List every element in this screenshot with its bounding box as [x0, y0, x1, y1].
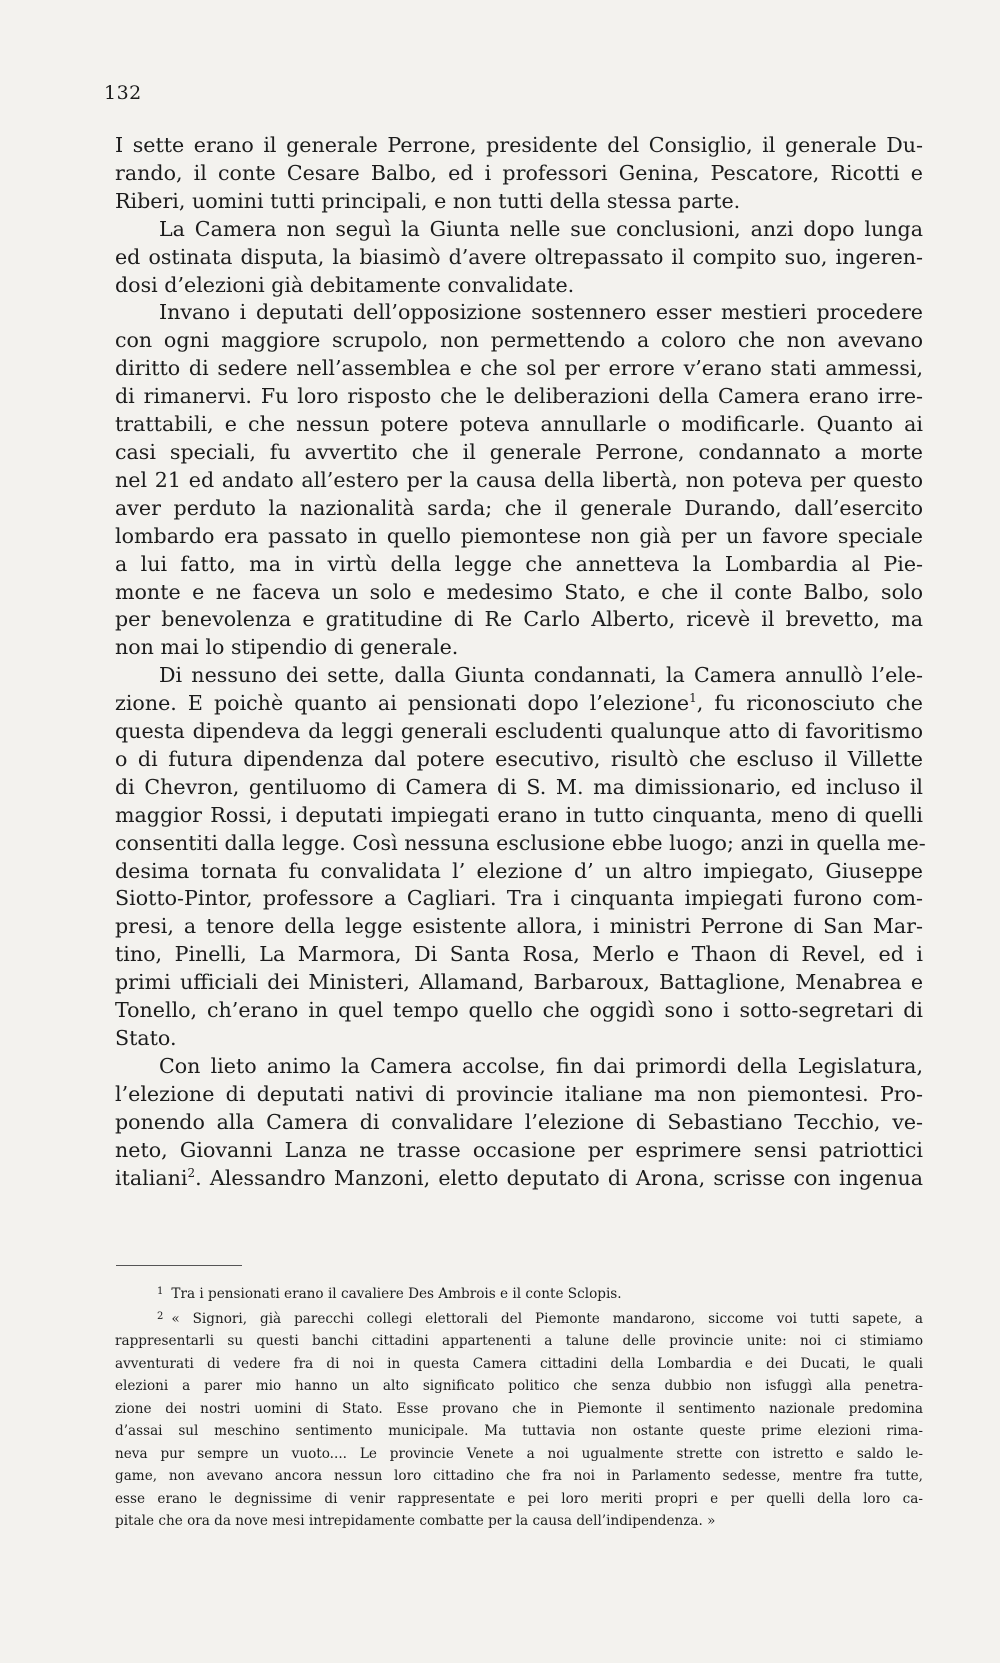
text-line: questa dipendeva da leggi generali escludenti qualunque atto di favoritismo [115, 719, 923, 744]
text-line: a lui fatto, ma in virtù della legge che annetteva la Lombardia al Pie- [115, 551, 923, 576]
page-number: 132 [104, 82, 142, 104]
footnote-line: game, non avevano ancora nessun loro cittadino che fra noi in Parlamento sedesse, mentre fra tutte, [115, 1468, 923, 1484]
text-line: non mai lo stipendio di generale. [115, 635, 459, 660]
text-line: l’elezione di deputati nativi di provincie italiane ma non piemontesi. Pro- [115, 1081, 923, 1106]
paragraph [115, 299, 923, 662]
text-line: primi ufficiali dei Ministeri, Allamand, Barbaroux, Battaglione, Menabrea e [115, 970, 923, 995]
footnote-line: esse erano le degnissime di venir rappresentate e pei loro meriti propri e per quelli della loro ca- [115, 1490, 923, 1507]
text-line: neto, Giovanni Lanza ne trasse occasione per esprimere sensi patriottici [115, 1137, 923, 1162]
text-line: dosi d’elezioni già debitamente convalidate. [115, 272, 575, 297]
text-line: diritto di sedere nell’assemblea e che sol per errore v’erano stati ammessi, [115, 356, 923, 381]
text-line: La Camera non seguì la Giunta nelle sue conclusioni, anzi dopo lunga [159, 216, 923, 241]
text-line: desima tornata fu convalidata l’ elezione d’ un altro impiegato, Giuseppe [115, 858, 923, 883]
text-line: ed ostinata disputa, la biasimò d’avere oltrepassato il compito suo, ingeren- [115, 244, 923, 269]
footnotes [115, 1281, 923, 1533]
paragraph [115, 662, 926, 1053]
footnote-line: rappresentarli su questi banchi cittadini appartenenti a talune delle provincie unite: noi ci stimiamo [115, 1333, 923, 1349]
text-line: Invano i deputati dell’opposizione sostennero esser mestieri procedere [159, 300, 923, 325]
footnote-marker: 2 [157, 1310, 164, 1322]
text-line: tino, Pinelli, La Marmora, Di Santa Rosa, Merlo e Thaon di Revel, ed i [115, 942, 923, 967]
body-text [115, 132, 926, 1192]
footnote-1 [115, 1281, 923, 1306]
text-line: trattabili, e che nessun potere poteva annullarle o modificarle. Quanto ai [115, 412, 923, 437]
paragraph [115, 132, 923, 216]
footnote-2 [115, 1306, 923, 1331]
paragraph [115, 1053, 923, 1193]
footnote-line: avventurati di vedere fra di noi in questa Camera cittadini della Lombardia e dei Ducati, le quali [115, 1355, 923, 1372]
footnote-line: neva pur sempre un vuoto.... Le provincie Venete a noi ugualmente strette con istretto e saldo le- [115, 1445, 923, 1462]
footnote-reference: 2 [187, 1165, 196, 1180]
text-line [115, 1165, 923, 1193]
text-line: ponendo alla Camera di convalidare l’elezione di Sebastiano Tecchio, ve- [115, 1109, 923, 1134]
text-line: Con lieto animo la Camera accolse, fin dai primordi della Legislatura, [159, 1053, 923, 1078]
text-line: maggior Rossi, i deputati impiegati erano in tutto cinquanta, meno di quelli [115, 802, 923, 827]
text-line: Stato. [115, 1026, 177, 1050]
text-line: Siotto-Pintor, professore a Cagliari. Tra i cinquanta impiegati furono com- [115, 886, 923, 911]
text-line: di rimanervi. Fu loro risposto che le deliberazioni della Camera erano irre- [115, 384, 923, 409]
footnote-line: zione dei nostri uomini di Stato. Esse provano che in Piemonte il sentimento nazionale predomina [115, 1400, 923, 1417]
text-line: di Chevron, gentiluomo di Camera di S. M. ma dimissionario, ed incluso il [115, 774, 923, 799]
text-line: Di nessuno dei sette, dalla Giunta condannati, la Camera annullò l’ele- [159, 663, 923, 688]
text-line: lombardo era passato in quello piemontese non già per un favore speciale [115, 523, 923, 548]
text-line: Riberi, uomini tutti principali, e non tutti della stessa parte. [115, 188, 741, 213]
footnote-text: « Signori, già parecchi collegi elettorali del Piemonte mandarono, siccome voi tutti sapete, a [171, 1310, 923, 1327]
footnote-text: Tra i pensionati erano il cavaliere Des Ambrois e il conte Sclopis. [171, 1286, 622, 1302]
text-fragment: , fu riconosciuto che [696, 691, 923, 716]
text-line: con ogni maggiore scrupolo, non permettendo a coloro che non avevano [115, 328, 923, 353]
text-fragment: zione. E poichè quanto ai pensionati dopo l’elezione [115, 691, 690, 716]
footnote-separator [116, 1265, 242, 1266]
text-line: consentiti dalla legge. Così nessuna esclusione ebbe luogo; anzi in quella me- [115, 830, 926, 855]
text-line: monte e ne faceva un solo e medesimo Stato, e che il conte Balbo, solo [115, 579, 923, 604]
text-line [115, 690, 923, 718]
text-line: aver perduto la nazionalità sarda; che il generale Durando, dall’esercito [115, 495, 923, 520]
text-line: Tonello, ch’erano in quel tempo quello che oggidì sono i sotto-segretari di [115, 998, 923, 1023]
text-line: casi speciali, fu avvertito che il generale Perrone, condannato a morte [115, 439, 923, 464]
text-fragment: . Alessandro Manzoni, eletto deputato di Arona, scrisse con ingenua [195, 1165, 923, 1190]
footnote-line: elezioni a parer mio hanno un alto significato politico che senza dubbio non isfuggì alla penetra- [115, 1378, 923, 1394]
text-line: per benevolenza e gratitudine di Re Carlo Alberto, ricevè il brevetto, ma [115, 607, 923, 632]
text-line: o di futura dipendenza dal potere esecutivo, risultò che escluso il Villette [115, 746, 923, 771]
footnote-reference: 1 [689, 691, 697, 706]
text-line: rando, il conte Cesare Balbo, ed i professori Genina, Pescatore, Ricotti e [115, 160, 923, 185]
footnote-line: d’assai sul meschino sentimento municipale. Ma tuttavia non ostante queste prime elezioni rima- [115, 1423, 923, 1439]
footnote-marker: 1 [157, 1286, 164, 1297]
text-line: nel 21 ed andato all’estero per la causa della libertà, non poteva per questo [115, 467, 923, 492]
paragraph [115, 216, 923, 300]
text-line: I sette erano il generale Perrone, presidente del Consiglio, il generale Du- [115, 133, 923, 157]
text-fragment: italiani [115, 1165, 188, 1190]
text-line: presi, a tenore della legge esistente allora, i ministri Perrone di San Mar- [115, 914, 923, 939]
footnote-line: pitale che ora da nove mesi intrepidamente combatte per la causa dell’indipendenza. » [115, 1513, 716, 1529]
